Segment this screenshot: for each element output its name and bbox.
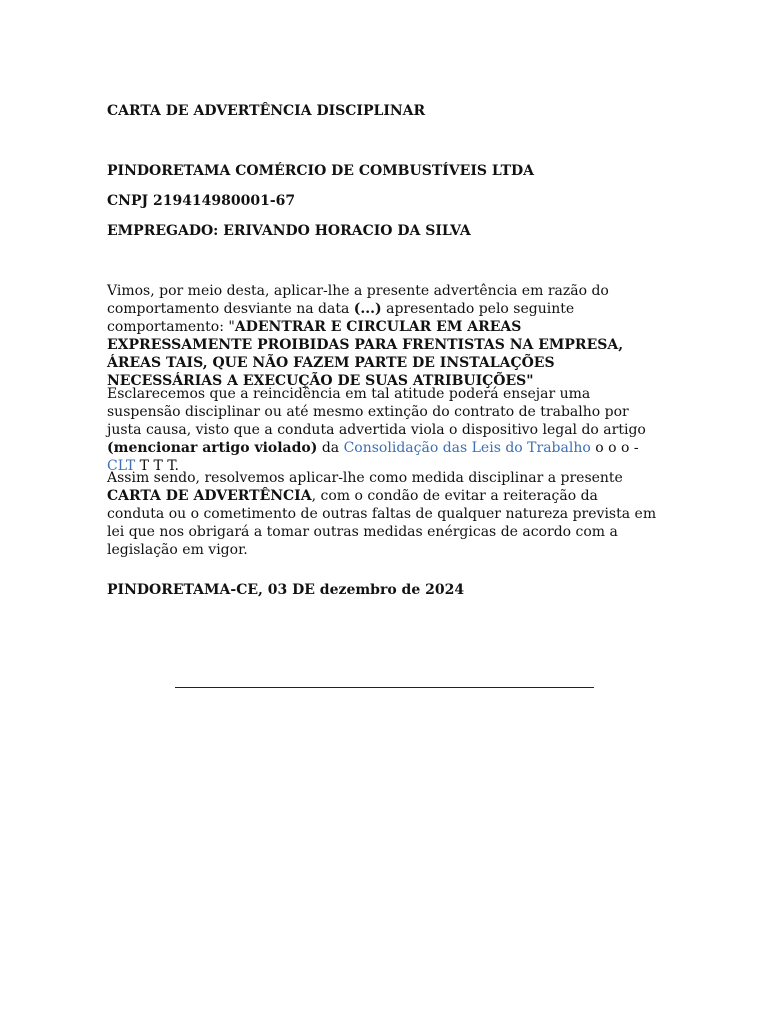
- employee-name: EMPREGADO: ERIVANDO HORACIO DA SILVA: [107, 223, 471, 239]
- clt-link[interactable]: CLT: [107, 458, 136, 474]
- article-placeholder: (mencionar artigo violado): [107, 440, 318, 456]
- paragraph-warning-reason: [107, 282, 659, 390]
- clt-full-link[interactable]: Consolidação das Leis do Trabalho: [343, 440, 591, 456]
- paragraph-2-text-2: da: [317, 440, 344, 456]
- behavior-description: ADENTRAR E CIRCULAR EM AREAS EXPRESSAMENTE PROIBIDAS PARA FRENTISTAS NA EMPRESA, ÁREAS TAIS, QUE NÃO FAZEM PARTE DE INSTALAÇÕES NECESSÁRIAS A EXECUÇÃO DE SUAS ATRIBUIÇÕES": [107, 319, 624, 389]
- paragraph-3-emphasis: CARTA DE ADVERTÊNCIA: [107, 488, 312, 504]
- company-name: PINDORETAMA COMÉRCIO DE COMBUSTÍVEIS LTDA: [107, 163, 534, 179]
- paragraph-consequences: [107, 385, 659, 475]
- paragraph-1-after-date: apresentado pelo seguinte comportamento: ": [107, 301, 575, 335]
- paragraph-1-intro: Vimos, por meio desta, aplicar-lhe a presente advertência em razão do comportamento desviante na data: [107, 283, 609, 317]
- paragraph-2-text-4: T T T.: [135, 458, 179, 474]
- document-title: CARTA DE ADVERTÊNCIA DISCIPLINAR: [107, 103, 426, 119]
- paragraph-2-text-3: o o o -: [590, 440, 639, 456]
- paragraph-disciplinary-measure: [107, 469, 659, 559]
- paragraph-3-text-1: Assim sendo, resolvemos aplicar-lhe como medida disciplinar a presente: [107, 470, 623, 486]
- signature-line: [175, 687, 594, 688]
- paragraph-3-text-2: , com o condão de evitar a reiteração da conduta ou o cometimento de outras faltas de qualquer natureza prevista em lei que nos obrigará a tomar outras medidas enérgicas de acordo com a legislação em vigor.: [107, 488, 657, 558]
- date-placeholder: (...): [353, 301, 382, 317]
- place-and-date: PINDORETAMA-CE, 03 DE dezembro de 2024: [107, 582, 465, 598]
- paragraph-2-text-1: Esclarecemos que a reincidência em tal atitude poderá ensejar uma suspensão disciplinar ou até mesmo extinção do contrato de trabalho por justa causa, visto que a conduta advertida viola o dispositivo legal do artigo: [107, 386, 646, 438]
- company-cnpj: CNPJ 219414980001-67: [107, 193, 296, 209]
